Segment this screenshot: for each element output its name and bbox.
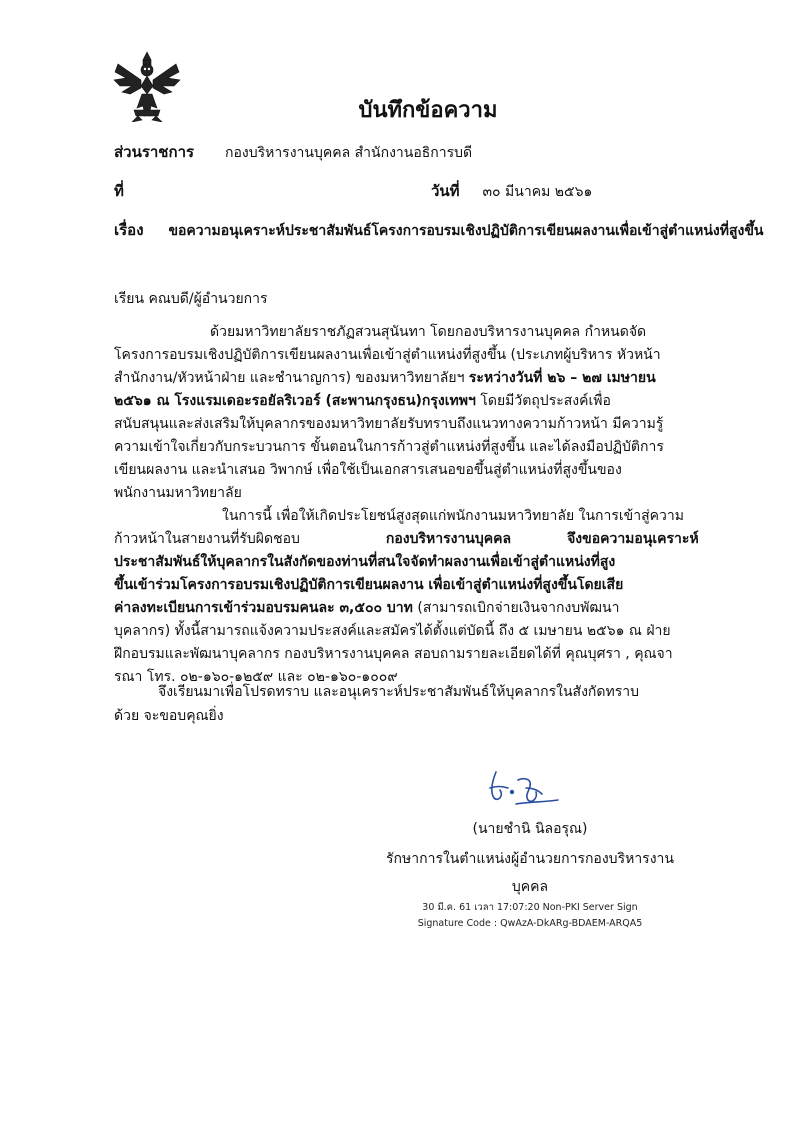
closing-line: ด้วย จะขอบคุณยิ่ง xyxy=(114,708,224,724)
signer-position-line2: บุคคล xyxy=(511,879,549,895)
p1-line: สนับสนุนและส่งเสริมให้บุคลากรของมหาวิทยาลัยรับทราบถึงแนวทางความก้าวหน้า มีความรู้ xyxy=(114,416,664,432)
paragraph-1 xyxy=(114,321,726,505)
date-row xyxy=(431,179,592,203)
signer-position-line1: รักษาการในตำแหน่งผู้อำนวยการกองบริหารงาน xyxy=(386,851,674,867)
paragraph-2 xyxy=(114,505,726,689)
p1-line: ๒๕๖๑ ณ โรงแรมเดอะรอยัลริเวอร์ (สะพานกรุงธน)กรุงเทพฯ โดยมีวัตถุประสงค์เพื่อ xyxy=(114,393,611,409)
department-row xyxy=(114,140,472,164)
p1-line: โครงการอบรมเชิงปฏิบัติการเขียนผลงานเพื่อเข้าสู่ตำแหน่งที่สูงขึ้น (ประเภทผู้บริหาร หัวหน้า xyxy=(114,347,661,363)
date-value: ๓๐ มีนาคม ๒๕๖๑ xyxy=(482,184,593,200)
signer-name: (นายชำนิ นิลอรุณ) xyxy=(472,821,588,837)
p2-line: ฝึกอบรมและพัฒนาบุคลากร กองบริหารงานบุคคล สอบถามรายละเอียดได้ที่ คุณบุศรา , คุณจา xyxy=(114,646,673,662)
subject-label: เรื่อง xyxy=(114,221,144,239)
p2-line: รณา โทร. ๐๒-๑๖๐-๑๒๕๙ และ ๐๒-๑๖๐-๑๐๐๙ xyxy=(114,669,398,685)
p1-line: สำนักงาน/หัวหน้าฝ่าย และชำนาญการ) ของมหาวิทยาลัยฯ ระหว่างวันที่ ๒๖ – ๒๗ เมษายน xyxy=(114,370,656,386)
closing-line: จึงเรียนมาเพื่อโปรดทราบ และอนุเคราะห์ประชาสัมพันธ์ให้บุคลากรในสังกัดทราบ xyxy=(158,684,639,700)
p2-line: ประชาสัมพันธ์ให้บุคลากรในสังกัดของท่านที่สนใจจัดทำผลงานเพื่อเข้าสู่ตำแหน่งที่สูง xyxy=(114,554,616,570)
p1-line: ด้วยมหาวิทยาลัยราชภัฏสวนสุนันทา โดยกองบริหารงานบุคคล กำหนดจัด xyxy=(210,324,647,340)
ref-row xyxy=(114,179,124,203)
p1-line: ความเข้าใจเกี่ยวกับกระบวนการ ขั้นตอนในการก้าวสู่ตำแหน่งที่สูงขึ้น และได้ลงมือปฏิบัติการ xyxy=(114,439,664,455)
date-label: วันที่ xyxy=(431,182,460,200)
handwritten-signature xyxy=(482,766,562,812)
department-value: กองบริหารงานบุคคล สำนักงานอธิการบดี xyxy=(224,145,473,161)
department-label: ส่วนราชการ xyxy=(114,143,195,161)
subject-row xyxy=(114,218,764,242)
ref-label: ที่ xyxy=(114,182,124,200)
salutation: เรียน คณบดี/ผู้อำนวยการ xyxy=(114,291,268,307)
subject-value: ขอความอนุเคราะห์ประชาสัมพันธ์โครงการอบรมเชิงปฏิบัติการเขียนผลงานเพื่อเข้าสู่ตำแหน่งที่สูงขึ้น xyxy=(168,223,764,239)
e-sign-timestamp: 30 มี.ค. 61 เวลา 17:07:20 Non-PKI Server Sign xyxy=(422,902,638,913)
closing-paragraph xyxy=(114,680,726,728)
p2-line: ก้าวหน้าในสายงานที่รับผิดชอบ กองบริหารงานบุคคล จึงขอความอนุเคราะห์ xyxy=(114,531,699,547)
memo-title: บันทึกข้อความ xyxy=(358,98,498,123)
p1-line: เขียนผลงาน และนำเสนอ วิพากษ์ เพื่อใช้เป็นเอกสารเสนอขอขึ้นสู่ตำแหน่งที่สูงขึ้นของ xyxy=(114,462,622,478)
p2-line: ในการนี้ เพื่อให้เกิดประโยชน์สูงสุดแก่พนักงานมหาวิทยาลัย ในการเข้าสู่ความ xyxy=(222,508,684,524)
p1-line: พนักงานมหาวิทยาลัย xyxy=(114,485,242,501)
p2-line: บุคลากร) ทั้งนี้สามารถแจ้งความประสงค์และสมัครได้ตั้งแต่บัดนี้ ถึง ๕ เมษายน ๒๕๖๑ ณ ฝ่าย xyxy=(114,623,671,639)
p2-line: ขึ้นเข้าร่วมโครงการอบรมเชิงปฏิบัติการเขียนผลงาน เพื่อเข้าสู่ตำแหน่งที่สูงขึ้นโดยเสีย xyxy=(114,577,624,593)
p2-line: ค่าลงทะเบียนการเข้าร่วมอบรมคนละ ๓,๕๐๐ บาท (สามารถเบิกจ่ายเงินจากงบพัฒนา xyxy=(114,600,620,616)
signature-code: Signature Code : QwAzA-DkARg-BDAEM-ARQA5 xyxy=(417,918,643,929)
